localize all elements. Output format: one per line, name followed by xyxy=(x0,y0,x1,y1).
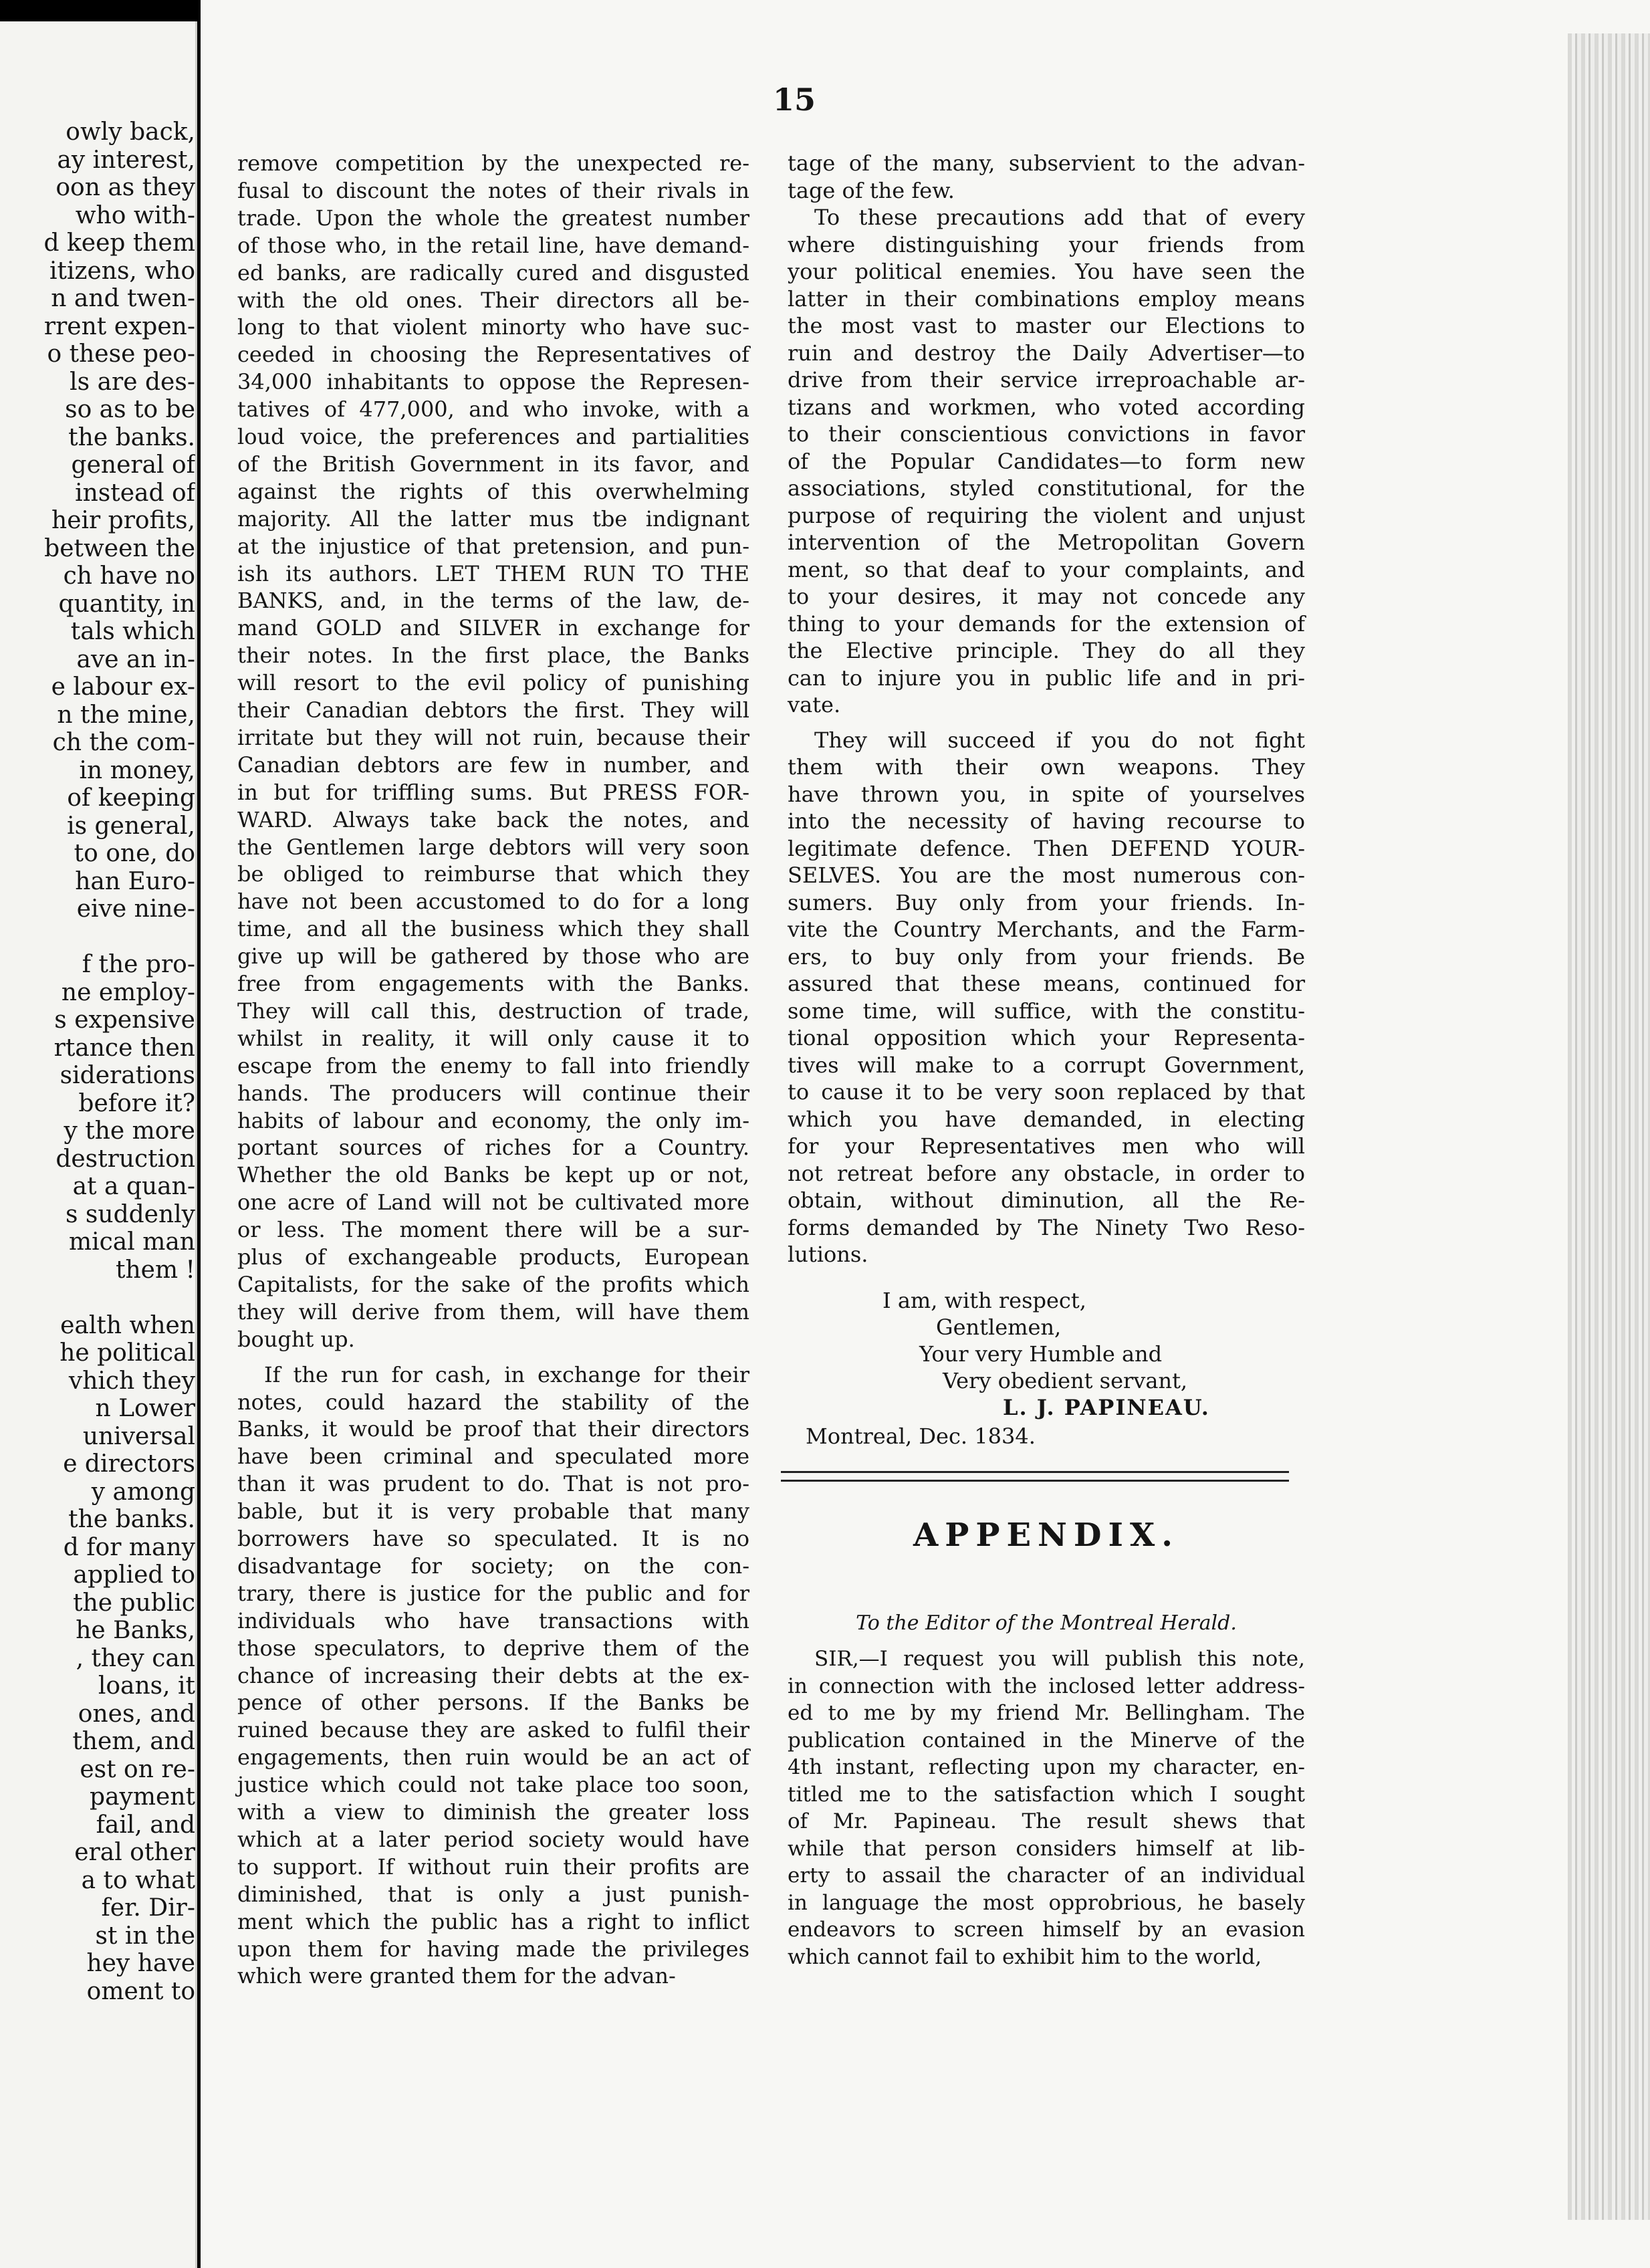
fragment-line: to one, do xyxy=(74,840,195,867)
fragment-line: hey have xyxy=(86,1950,195,1977)
text-line: tives will make to a corrupt Government, xyxy=(788,1052,1305,1078)
text-line: of the Popular Candidates—to form new xyxy=(788,448,1305,474)
signature-humble: Your very Humble and xyxy=(919,1341,1163,1367)
fragment-line: eive nine- xyxy=(76,895,195,923)
text-line: in language the most opprobrious, he basely xyxy=(788,1890,1305,1915)
section-divider-rule xyxy=(781,1471,1289,1482)
fragment-line: applied to xyxy=(73,1561,195,1589)
text-line: justice which could not take place too soon, xyxy=(237,1772,749,1798)
text-line: 34,000 inhabitants to oppose the Represen- xyxy=(237,369,749,395)
text-line: ment which the public has a right to inflict xyxy=(237,1908,749,1934)
fragment-line: ch have no xyxy=(63,562,195,590)
fragment-line: he political xyxy=(60,1339,195,1367)
text-line: WARD. Always take back the notes, and xyxy=(237,806,749,832)
text-line: endeavors to screen himself by an evasion xyxy=(788,1918,1305,1942)
text-line: ed banks, are radically cured and disgusted xyxy=(237,259,749,286)
text-line: titled me to the satisfaction which I sought xyxy=(788,1782,1305,1807)
fragment-line: destruction xyxy=(55,1145,195,1173)
text-line: to their conscientious convictions in favor xyxy=(788,421,1305,447)
text-line: can to injure you in public life and in pri- xyxy=(788,665,1305,691)
fragment-line: e directors xyxy=(63,1450,195,1478)
text-line: To these precautions add that of every xyxy=(814,205,1305,230)
fragment-line: f the pro- xyxy=(82,951,195,978)
text-line: vate. xyxy=(788,692,841,717)
text-line: with a view to diminish the greater loss xyxy=(237,1799,749,1825)
text-line: with the old ones. Their directors all be- xyxy=(237,287,749,313)
text-line: ers, to buy only from your friends. Be xyxy=(788,943,1305,970)
text-line: than it was prudent to do. That is not pro- xyxy=(237,1471,749,1497)
fragment-line: o these peo- xyxy=(47,340,195,368)
text-line: of Mr. Papineau. The result shews that xyxy=(788,1809,1305,1833)
text-line: for your Representatives men who will xyxy=(788,1133,1305,1159)
text-line: chance of increasing their debts at the ex- xyxy=(237,1662,749,1688)
fragment-line: st in the xyxy=(95,1922,195,1950)
fragment-line: tals which xyxy=(70,618,195,645)
text-line: pence of other persons. If the Banks be xyxy=(237,1690,749,1716)
fragment-line: he Banks, xyxy=(76,1617,195,1644)
fragment-line: them, and xyxy=(72,1728,195,1755)
text-line: give up will be gathered by those who are xyxy=(237,943,749,970)
text-line: bable, but it is very probable that many xyxy=(237,1498,749,1524)
text-line: SIR,—I request you will publish this note, xyxy=(814,1647,1305,1671)
text-line: of the British Government in its favor, and xyxy=(237,451,749,477)
text-line: in connection with the inclosed letter address- xyxy=(788,1674,1305,1698)
fragment-line: is general, xyxy=(67,812,195,840)
text-line: plus of exchangeable products, European xyxy=(237,1244,749,1270)
fragment-line: general of xyxy=(71,451,195,479)
text-line: have not been accustomed to do for a long xyxy=(237,889,749,915)
fragment-line: siderations xyxy=(60,1062,195,1089)
text-line: BANKS, and, in the terms of the law, de- xyxy=(237,588,749,614)
fragment-line: ave an in- xyxy=(76,645,195,673)
text-line: which at a later period society would have xyxy=(237,1826,749,1852)
fragment-line: y among xyxy=(91,1478,195,1506)
text-line: ment, so that deaf to your complaints, and xyxy=(788,556,1305,582)
text-line: have thrown you, in spite of yourselves xyxy=(788,781,1305,807)
text-line: the Elective principle. They do all they xyxy=(788,638,1305,663)
signature-salutation: Gentlemen, xyxy=(936,1315,1062,1340)
text-line: ed to me by my friend Mr. Bellingham. The xyxy=(788,1701,1305,1725)
text-line: them with their own weapons. They xyxy=(788,754,1305,780)
fragment-line: rtance then xyxy=(53,1034,195,1062)
text-line: bought up. xyxy=(237,1326,355,1352)
fragment-line: mical man xyxy=(68,1228,195,1256)
text-line: free from engagements with the Banks. xyxy=(237,971,749,996)
text-line: thing to your demands for the extension of xyxy=(788,610,1305,637)
text-line: not retreat before any obstacle, in order to xyxy=(788,1160,1305,1186)
fragment-line: heir profits, xyxy=(51,507,195,534)
text-line: individuals who have transactions with xyxy=(237,1607,749,1633)
fragment-line: s suddenly xyxy=(65,1200,195,1228)
fragment-line: so as to be xyxy=(65,396,195,423)
text-line: If the run for cash, in exchange for their xyxy=(264,1361,749,1387)
fragment-line: s expensive xyxy=(54,1006,195,1034)
page-edge-binding xyxy=(1568,33,1650,2220)
appendix-addressee: To the Editor of the Montreal Herald. xyxy=(856,1611,1237,1635)
text-line: which you have demanded, in electing xyxy=(788,1106,1305,1132)
text-line: trade. Upon the whole the greatest number xyxy=(237,205,749,231)
text-line: vite the Country Merchants, and the Farm- xyxy=(788,917,1305,942)
text-line: Canadian debtors are few in number, and xyxy=(237,752,749,778)
text-line: which were granted them for the advan- xyxy=(237,1963,676,1989)
text-line: their notes. In the first place, the Banks xyxy=(237,643,749,669)
fragment-line: vhich they xyxy=(68,1367,195,1395)
text-line: forms demanded by The Ninety Two Reso- xyxy=(788,1214,1305,1240)
fragment-line: ch the com- xyxy=(52,729,195,756)
fragment-line: owly back, xyxy=(66,118,195,146)
text-line: publication contained in the Minerve of the xyxy=(788,1728,1305,1752)
text-line: 4th instant, reflecting upon my character, en- xyxy=(788,1755,1305,1779)
text-line: ruined because they are asked to fulfil their xyxy=(237,1717,749,1743)
fragment-line: ne employ- xyxy=(61,978,195,1006)
text-line: They will succeed if you do not fight xyxy=(814,727,1305,753)
fragment-line: n Lower xyxy=(95,1395,195,1422)
text-line: long to that violent minorty who have suc- xyxy=(237,314,749,340)
text-line: ruin and destroy the Daily Advertiser—to xyxy=(788,340,1305,366)
text-line: sumers. Buy only from your friends. In- xyxy=(788,889,1305,915)
fragment-line: loans, it xyxy=(98,1672,195,1700)
fragment-line: e labour ex- xyxy=(51,673,195,701)
text-line: They will call this, destruction of trade, xyxy=(237,998,749,1024)
text-line: while that person considers himself at lib- xyxy=(788,1836,1305,1861)
text-line: tage of the few. xyxy=(788,177,955,203)
fragment-line: ealth when xyxy=(60,1311,195,1339)
text-line: intervention of the Metropolitan Govern xyxy=(788,530,1305,555)
fragment-line: fail, and xyxy=(96,1811,195,1839)
text-line: those speculators, to deprive them of the xyxy=(237,1635,749,1661)
text-line: tizans and workmen, who voted according xyxy=(788,394,1305,420)
fragment-line: , they can xyxy=(76,1644,195,1672)
text-line: your political enemies. You have seen the xyxy=(788,259,1305,284)
fragment-line: oon as they xyxy=(55,174,195,201)
text-line: obtain, without diminution, all the Re- xyxy=(788,1187,1305,1213)
adjacent-page-fragment xyxy=(0,21,197,2268)
fragment-line: before it? xyxy=(78,1089,195,1117)
signature-author: L. J. PAPINEAU. xyxy=(1003,1395,1210,1420)
fragment-line: n the mine, xyxy=(57,701,195,729)
text-line: have been criminal and speculated more xyxy=(237,1444,749,1470)
text-line: Banks, it would be proof that their directors xyxy=(237,1416,749,1442)
fragment-line: in money, xyxy=(79,756,195,784)
text-line: some time, will suffice, with the constitu- xyxy=(788,998,1305,1024)
fragment-line: ones, and xyxy=(78,1700,195,1728)
text-line: mand GOLD and SILVER in exchange for xyxy=(237,615,749,641)
fragment-line: universal xyxy=(82,1422,195,1450)
fragment-line: ay interest, xyxy=(57,146,195,174)
fragment-line: y the more xyxy=(64,1117,195,1145)
text-line: engagements, then ruin would be an act of xyxy=(237,1744,749,1771)
fragment-line: rrent expen- xyxy=(43,312,195,340)
text-line: erty to assail the character of an individual xyxy=(788,1863,1305,1888)
fragment-line: instead of xyxy=(75,479,195,507)
fragment-line: oment to xyxy=(86,1977,195,2005)
text-line: they will derive from them, will have them xyxy=(237,1298,749,1325)
text-line: habits of labour and economy, the only im- xyxy=(237,1107,749,1133)
fragment-line: eral other xyxy=(74,1839,195,1866)
fragment-line: d for many xyxy=(63,1533,195,1561)
fragment-line: between the xyxy=(44,534,195,562)
signature-closing: I am, with respect, xyxy=(882,1288,1086,1313)
text-line: purpose of requiring the violent and unjust xyxy=(788,502,1305,528)
fragment-line: the banks. xyxy=(68,1506,195,1533)
appendix-title: APPENDIX. xyxy=(913,1516,1179,1554)
text-line: tage of the many, subservient to the advan- xyxy=(788,150,1305,176)
text-line: latter in their combinations employ means xyxy=(788,286,1305,312)
fragment-line: est on re- xyxy=(80,1755,195,1783)
text-line: majority. All the latter mus tbe indignant xyxy=(237,505,749,532)
text-line: borrowers have so speculated. It is no xyxy=(237,1526,749,1551)
text-line: of those who, in the retail line, have demand- xyxy=(237,232,749,258)
fragment-line: a to what xyxy=(81,1866,195,1894)
fragment-line: itizens, who xyxy=(49,257,195,285)
text-line: in but for triffling sums. But PRESS FOR- xyxy=(237,779,749,805)
fragment-line: payment xyxy=(90,1783,195,1811)
text-line: hands. The producers will continue their xyxy=(237,1080,749,1106)
page-number: 15 xyxy=(773,82,816,118)
fragment-line: them ! xyxy=(115,1256,195,1284)
text-line: legitimate defence. Then DEFEND YOUR- xyxy=(788,835,1305,861)
text-line: diminished, that is only a just punish- xyxy=(237,1881,749,1907)
text-line: tatives of 477,000, and who invoke, with a xyxy=(237,396,749,423)
fragment-line: fer. Dir- xyxy=(101,1894,195,1922)
text-line: the most vast to master our Elections to xyxy=(788,313,1305,338)
text-line: one acre of Land will not be cultivated more xyxy=(237,1189,749,1216)
fragment-line: who with- xyxy=(75,201,195,229)
text-line: will resort to the evil policy of punishing xyxy=(237,670,749,696)
text-line: against the rights of this overwhelming xyxy=(237,478,749,504)
text-line: notes, could hazard the stability of the xyxy=(237,1389,749,1415)
text-line: to your desires, it may not concede any xyxy=(788,584,1305,609)
fragment-line: quantity, in xyxy=(58,590,195,618)
text-line: tional opposition which your Representa- xyxy=(788,1025,1305,1050)
text-line: associations, styled constitutional, for the xyxy=(788,475,1305,501)
text-line: the Gentlemen large debtors will very soon xyxy=(237,834,749,860)
text-line: drive from their service irreproachable ar- xyxy=(788,367,1305,392)
text-line: or less. The moment there will be a sur- xyxy=(237,1217,749,1243)
text-line: time, and all the business which they shall xyxy=(237,916,749,942)
fragment-line: ls are des- xyxy=(70,368,195,396)
text-line: at the injustice of that pretension, and pun- xyxy=(237,533,749,559)
text-line: be obliged to reimburse that which they xyxy=(237,861,749,887)
text-line: into the necessity of having recourse to xyxy=(788,808,1305,834)
text-line: ish its authors. LET THEM RUN TO THE xyxy=(237,560,749,586)
text-line: disadvantage for society; on the con- xyxy=(237,1553,749,1579)
text-line: SELVES. You are the most numerous con- xyxy=(788,863,1305,888)
fragment-line: n and twen- xyxy=(51,285,195,312)
fragment-line: d keep them xyxy=(43,229,195,257)
text-line: escape from the enemy to fall into friendly xyxy=(237,1052,749,1079)
text-line: which cannot fail to exhibit him to the world, xyxy=(788,1944,1262,1969)
text-line: to support. If without ruin their profits are xyxy=(237,1853,749,1880)
fragment-line: the public xyxy=(73,1589,195,1617)
text-line: their Canadian debtors the first. They will xyxy=(237,697,749,723)
fragment-line: of keeping xyxy=(67,784,195,812)
text-line: ceeded in choosing the Representatives of xyxy=(237,342,749,368)
fragment-line: the banks. xyxy=(68,423,195,451)
text-line: upon them for having made the privileges xyxy=(237,1936,749,1962)
signature-servant: Very obedient servant, xyxy=(943,1368,1188,1393)
text-line: portant sources of riches for a Country. xyxy=(237,1135,749,1161)
text-line: assured that these means, continued for xyxy=(788,971,1305,996)
fragment-line: han Euro- xyxy=(75,867,195,895)
text-line: Whether the old Banks be kept up or not, xyxy=(237,1162,749,1188)
signature-place-date: Montreal, Dec. 1834. xyxy=(806,1424,1036,1449)
text-line: to cause it to be very soon replaced by that xyxy=(788,1079,1305,1105)
fragment-line: at a quan- xyxy=(72,1173,195,1200)
text-line: remove competition by the unexpected re- xyxy=(237,150,749,176)
text-line: Capitalists, for the sake of the profits which xyxy=(237,1271,749,1297)
text-line: whilst in reality, it will only cause it to xyxy=(237,1025,749,1051)
text-line: trary, there is justice for the public and for xyxy=(237,1580,749,1606)
text-line: fusal to discount the notes of their rivals in xyxy=(237,177,749,203)
text-line: where distinguishing your friends from xyxy=(788,231,1305,257)
text-line: irritate but they will not ruin, because their xyxy=(237,724,749,750)
text-line: lutions. xyxy=(788,1242,868,1267)
text-line: loud voice, the preferences and partialities xyxy=(237,424,749,449)
